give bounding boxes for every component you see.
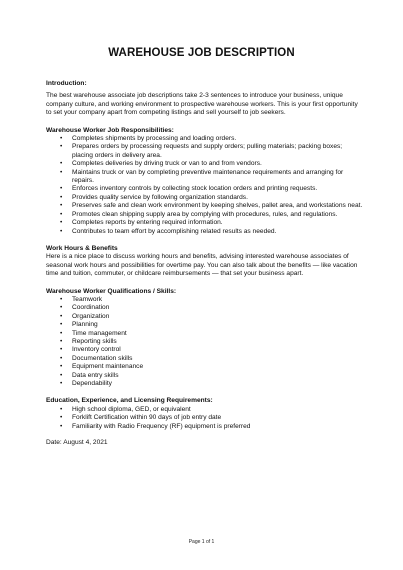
page-number: Page 1 of 1 bbox=[188, 539, 215, 545]
document-body bbox=[46, 80, 364, 447]
list-item: • Provides quality service by following organization standards. bbox=[46, 194, 364, 202]
list-item: • Data entry skills bbox=[46, 372, 364, 380]
list-item: • Planning bbox=[46, 321, 364, 329]
list-item: • Completes shipments by processing and loading orders. bbox=[46, 135, 364, 143]
list-item: • Equipment maintenance bbox=[46, 363, 364, 371]
list-item: • Teamwork bbox=[46, 296, 364, 304]
list-item: • Promotes clean shipping supply area by complying with procedures, rules, and regulations. bbox=[46, 211, 364, 219]
hours-heading: Work Hours & Benefits bbox=[46, 244, 118, 252]
intro-heading: Introduction: bbox=[46, 80, 87, 87]
list-item: • Maintains truck or van by completing preventive maintenance requirements and arranging for repairs. bbox=[46, 169, 364, 186]
document-title: WAREHOUSE JOB DESCRIPTION bbox=[108, 47, 295, 59]
skills-list bbox=[46, 296, 364, 388]
list-item: • Documentation skills bbox=[46, 355, 364, 363]
list-item: • Time management bbox=[46, 330, 364, 338]
list-item: • Reporting skills bbox=[46, 338, 364, 346]
list-item: • Coordination bbox=[46, 304, 364, 312]
list-item: • High school diploma, GED, or equivalent bbox=[46, 406, 364, 414]
intro-text: The best warehouse associate job descriptions take 2-3 sentences to introduce your business, unique company culture, and working environment to prospective warehouse workers. This is your first opportunity to set your company apart from competing listings and sell yourself to job seekers. bbox=[46, 92, 358, 117]
list-item: • Completes deliveries by driving truck or van to and from vendors. bbox=[46, 160, 364, 168]
education-list bbox=[46, 406, 364, 431]
list-item: • Familiarity with Radio Frequency (RF) equipment is preferred bbox=[46, 423, 364, 431]
hours-text: Here is a nice place to discuss working hours and benefits, advising interested warehouse associates of seasonal work hours and possibilities for overtime pay. You can also talk about the benefits — like vacation time and tuition, commuter, or childcare reimbursements — that set your business apart. bbox=[46, 253, 358, 278]
list-item: • Dependability bbox=[46, 380, 364, 388]
list-item: • Inventory control bbox=[46, 346, 364, 354]
list-item: • Completes reports by entering required information. bbox=[46, 219, 364, 227]
document-date: Date: August 4, 2021 bbox=[46, 439, 108, 447]
responsibilities-heading: Warehouse Worker Job Responsibilities: bbox=[46, 126, 174, 134]
education-heading: Education, Experience, and Licensing Requirements: bbox=[46, 397, 213, 405]
list-item: • Enforces inventory controls by collecting stock location orders and printing requests. bbox=[46, 185, 364, 193]
list-item: • Preserves safe and clean work environment by keeping shelves, pallet area, and workstations neat. bbox=[46, 202, 364, 210]
responsibilities-list bbox=[46, 135, 364, 236]
list-item: • Forklift Certification within 90 days of job entry date bbox=[46, 414, 364, 422]
list-item: • Organization bbox=[46, 313, 364, 321]
list-item: • Prepares orders by processing requests and supply orders; pulling materials; packing boxes; placing orders in delivery area. bbox=[46, 143, 364, 160]
skills-heading: Warehouse Worker Qualifications / Skills: bbox=[46, 287, 177, 295]
list-item: • Contributes to team effort by accomplishing related results as needed. bbox=[46, 228, 364, 236]
